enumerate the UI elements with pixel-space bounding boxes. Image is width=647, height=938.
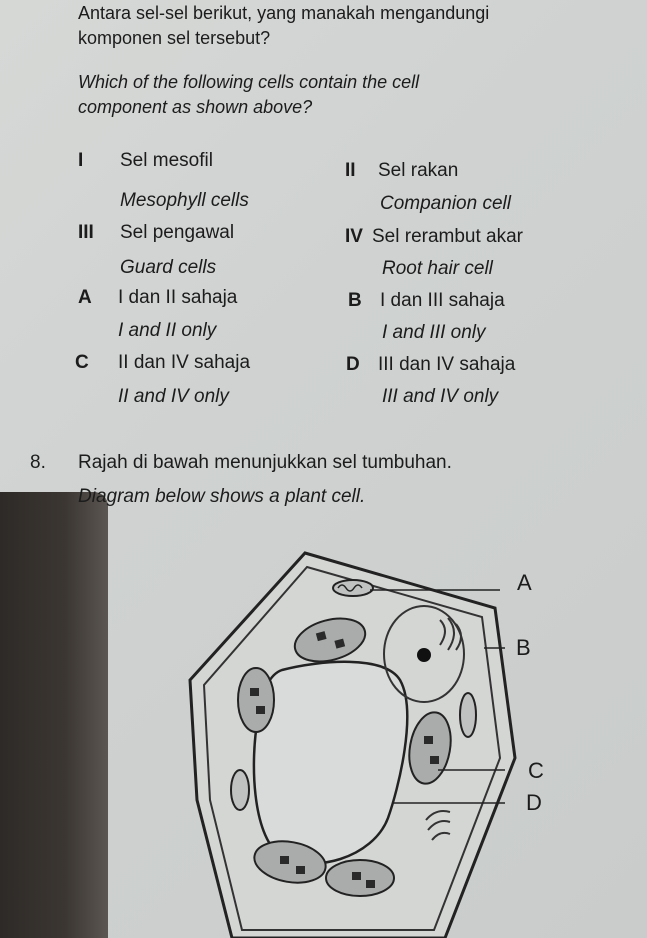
option-letter: D bbox=[346, 354, 360, 375]
diagram-label-b: B bbox=[516, 635, 531, 660]
q7-prompt-ms-line1: Antara sel-sel berikut, yang manakah mengandungi bbox=[78, 3, 490, 23]
chloroplast bbox=[238, 668, 274, 732]
item-numeral: III bbox=[78, 222, 94, 243]
item-en: Root hair cell bbox=[382, 258, 493, 279]
item-ms: Sel pengawal bbox=[120, 222, 235, 243]
mitochondrion bbox=[460, 693, 476, 737]
option-ms: I dan III sahaja bbox=[380, 290, 505, 311]
option-letter: A bbox=[78, 287, 92, 308]
option-en: III and IV only bbox=[382, 386, 499, 407]
item-en: Mesophyll cells bbox=[120, 190, 249, 211]
q7-prompt-en-line2: component as shown above? bbox=[78, 97, 313, 117]
item-ms: Sel rakan bbox=[378, 160, 459, 181]
option-en: I and II only bbox=[118, 320, 217, 341]
q8-number: 8. bbox=[30, 452, 46, 473]
q7-prompt-ms-line2: komponen sel tersebut? bbox=[78, 28, 271, 48]
q7-prompt-en-line1: Which of the following cells contain the cell bbox=[78, 72, 420, 92]
option-letter: C bbox=[75, 352, 89, 373]
option-en: I and III only bbox=[382, 322, 486, 343]
option-ms: III dan IV sahaja bbox=[378, 354, 516, 375]
q8-prompt-en: Diagram below shows a plant cell. bbox=[78, 486, 366, 507]
nucleolus bbox=[417, 648, 431, 662]
item-en: Guard cells bbox=[120, 257, 217, 278]
diagram-label-a: A bbox=[517, 570, 532, 595]
item-numeral: IV bbox=[345, 226, 363, 247]
item-en: Companion cell bbox=[380, 193, 511, 214]
item-ms: Sel rerambut akar bbox=[372, 226, 524, 247]
option-en: II and IV only bbox=[118, 386, 229, 407]
option-ms: I dan II sahaja bbox=[118, 287, 238, 308]
option-ms: II dan IV sahaja bbox=[118, 352, 251, 373]
q8-prompt-ms: Rajah di bawah menunjukkan sel tumbuhan. bbox=[78, 452, 452, 473]
item-ms: Sel mesofil bbox=[120, 150, 213, 171]
diagram-label-d: D bbox=[526, 790, 542, 815]
diagram-label-c: C bbox=[528, 758, 544, 783]
item-numeral: I bbox=[78, 150, 84, 171]
mitochondrion bbox=[231, 770, 249, 810]
item-numeral: II bbox=[345, 160, 356, 181]
option-letter: B bbox=[348, 290, 362, 311]
mitochondrion bbox=[333, 580, 373, 596]
